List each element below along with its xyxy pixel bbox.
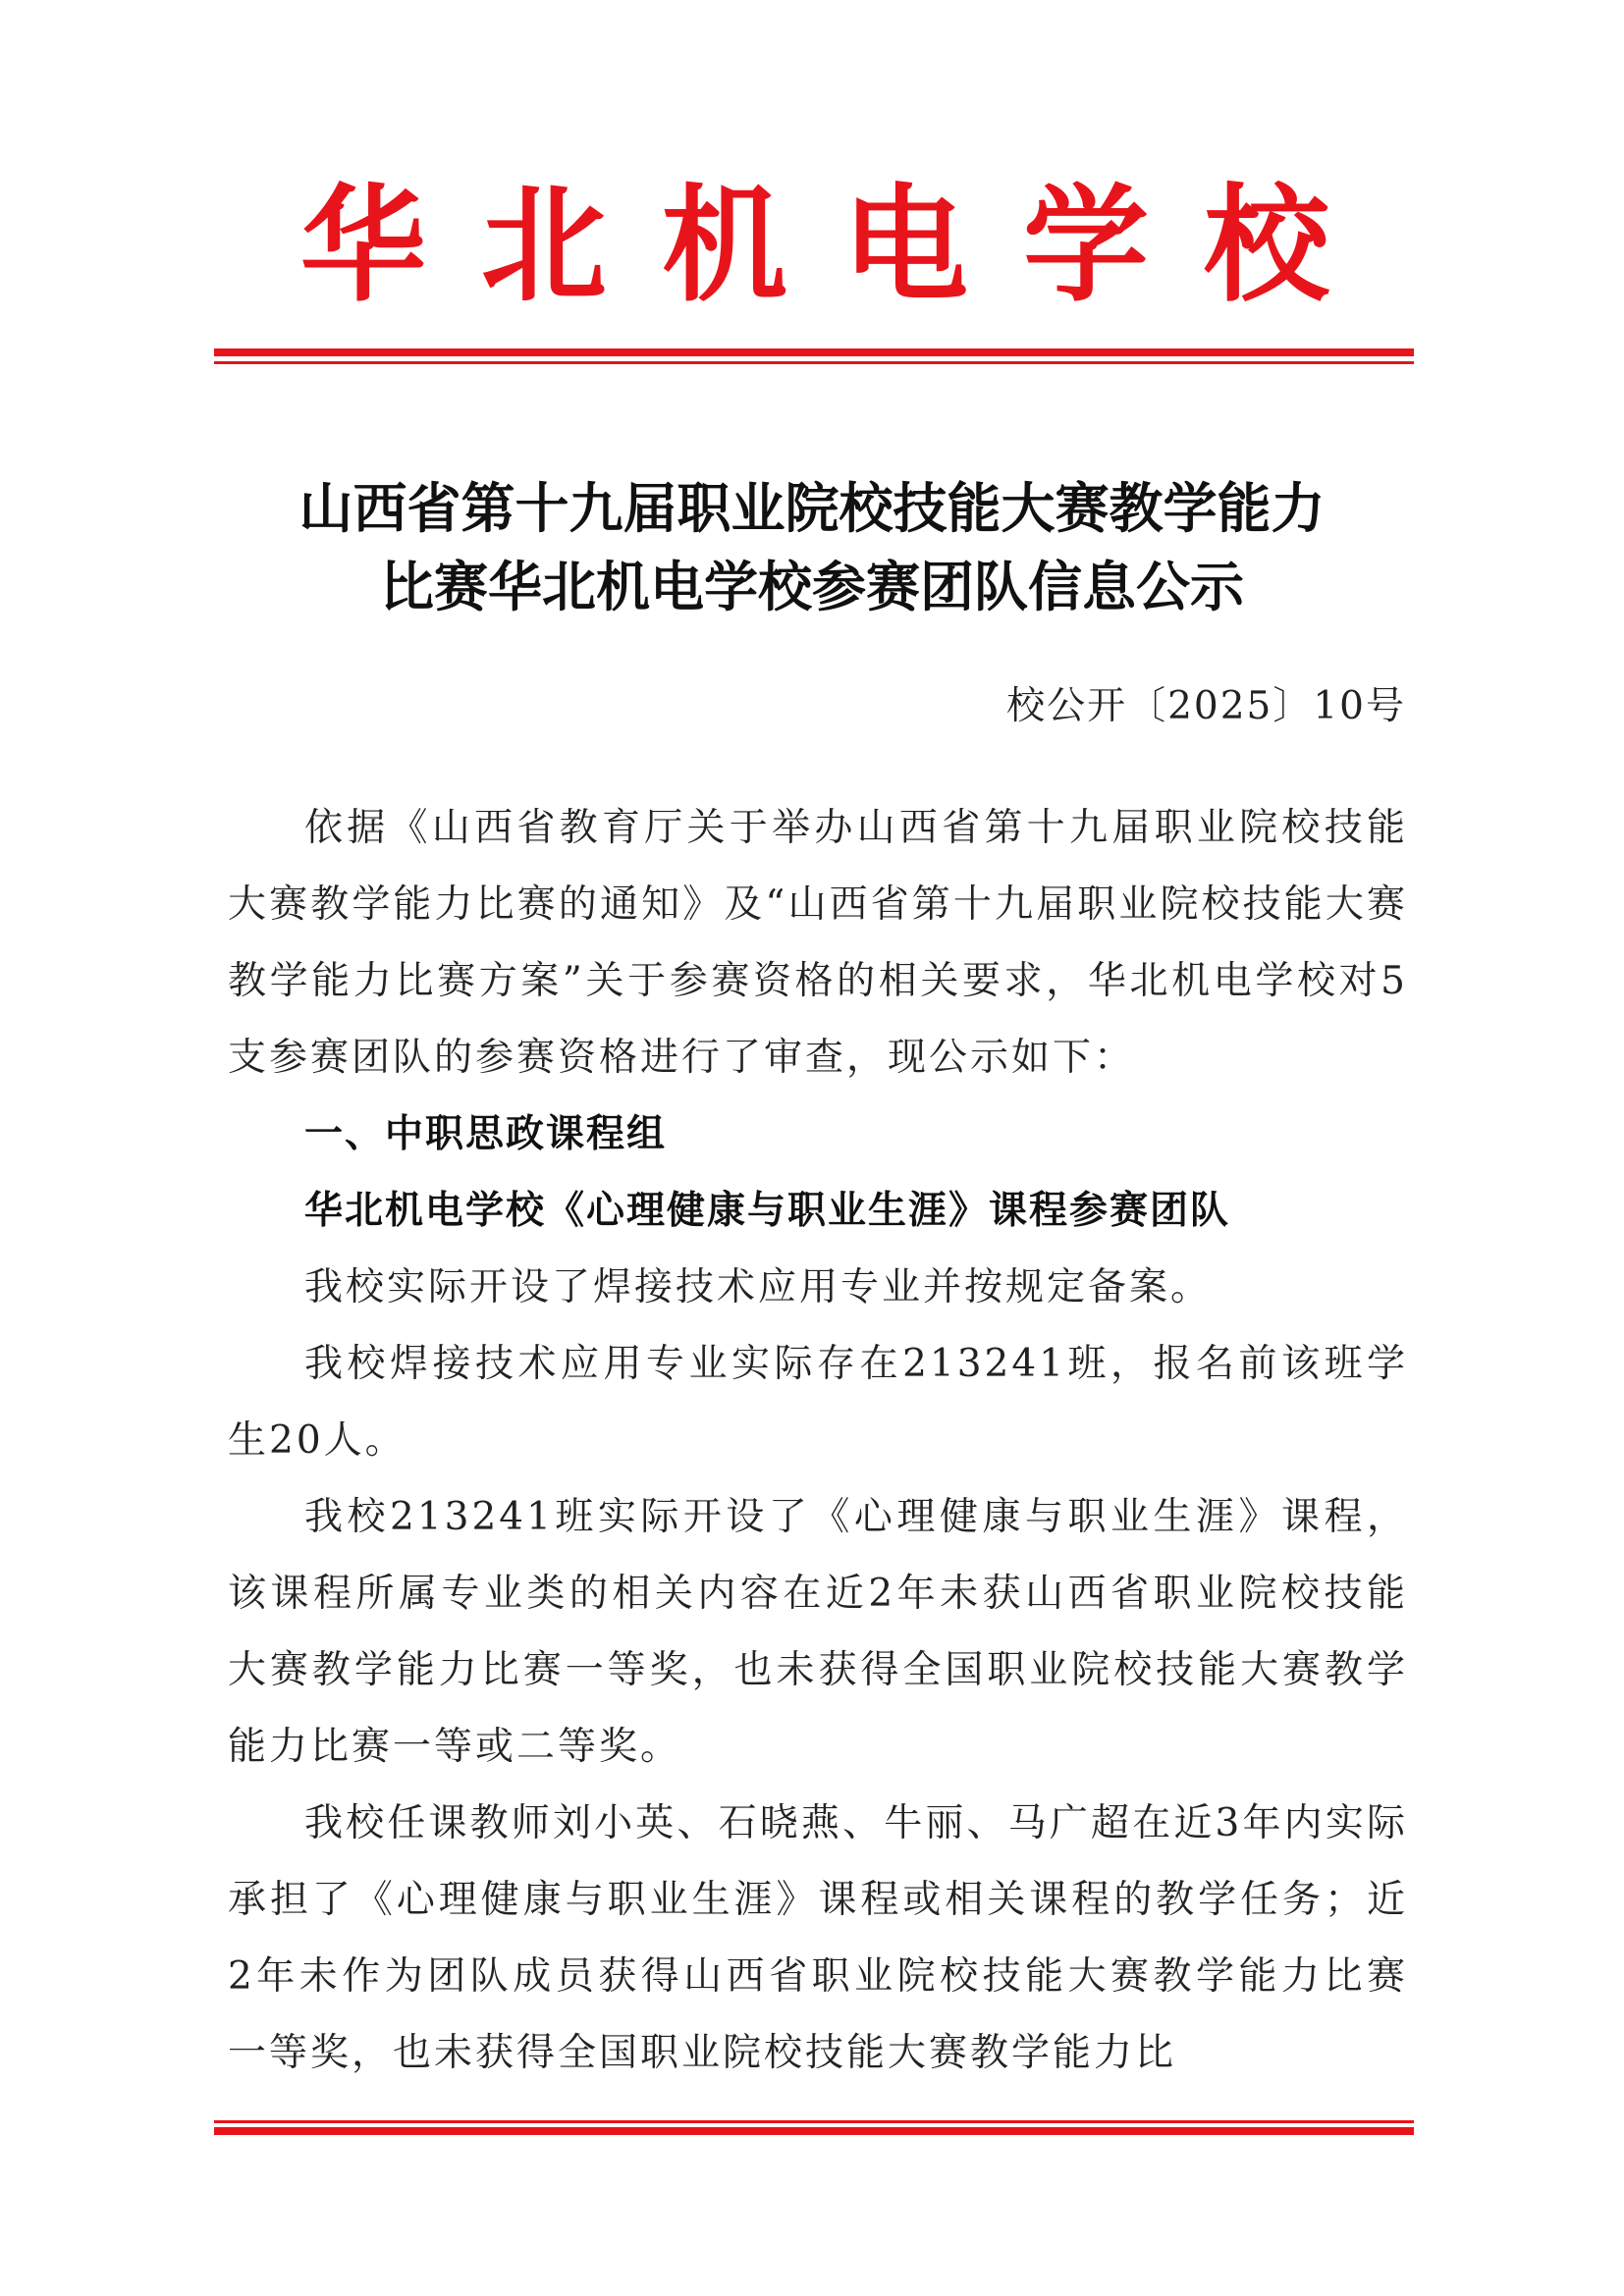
document-body xyxy=(228,790,1408,2092)
paragraph-intro: 依据《山西省教育厅关于举办山西省第十九届职业院校技能大赛教学能力比赛的通知》及“山西省第十九届职业院校技能大赛教学能力比赛方案”关于参赛资格的相关要求，华北机电学校对5支参赛团队的参赛资格进行了审查，现公示如下： xyxy=(228,806,1408,1080)
header-rule-thick xyxy=(214,348,1414,356)
paragraph-teachers: 我校任课教师刘小英、石晓燕、牛丽、马广超在近3年内实际承担了《心理健康与职业生涯》课程或相关课程的教学任务；近2年未作为团队成员获得山西省职业院校技能大赛教学能力比赛一等奖，也未获得全国职业院校技能大赛教学能力比 xyxy=(228,1801,1408,2075)
footer-rule-thin xyxy=(214,2120,1414,2123)
footer-rule-thick xyxy=(214,2127,1414,2135)
team-heading: 华北机电学校《心理健康与职业生涯》课程参赛团队 xyxy=(304,1189,1231,1233)
paragraph-course: 我校213241班实际开设了《心理健康与职业生涯》课程，该课程所属专业类的相关内容在近2年未获山西省职业院校技能大赛教学能力比赛一等奖，也未获得全国职业院校技能大赛教学能力比赛一等或二等奖。 xyxy=(228,1495,1408,1769)
paragraph-major: 我校实际开设了焊接技术应用专业并按规定备案。 xyxy=(304,1265,1213,1309)
paragraph-class: 我校焊接技术应用专业实际存在213241班，报名前该班学生20人。 xyxy=(228,1342,1408,1463)
document-number: 校公开〔2025〕10号 xyxy=(1006,684,1406,728)
document-title-line-2: 比赛华北机电学校参赛团队信息公示 xyxy=(379,556,1244,618)
document-title-line-1: 山西省第十九届职业院校技能大赛教学能力 xyxy=(298,477,1326,540)
header-rule-thin xyxy=(214,361,1414,364)
school-masthead: 华北机电学校 xyxy=(299,172,1384,319)
section-heading: 一、中职思政课程组 xyxy=(304,1112,668,1156)
document-title xyxy=(216,469,1408,626)
